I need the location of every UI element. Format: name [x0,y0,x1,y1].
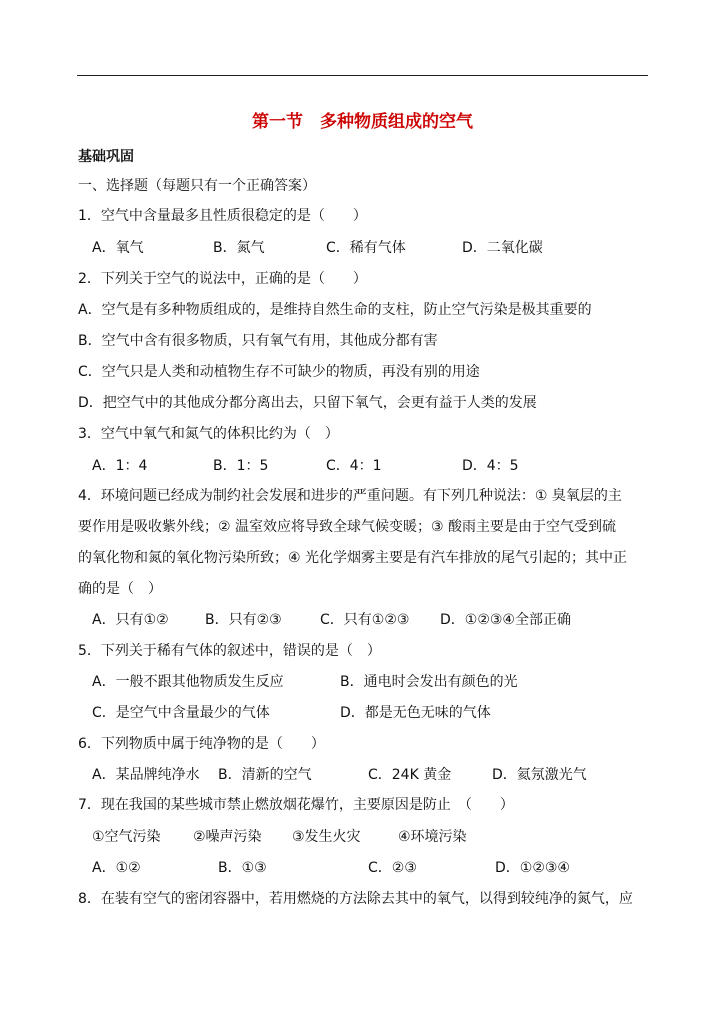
q5-option-a: A．一般不跟其他物质发生反应 [92,674,284,690]
q1-option-a: A．氧气 [92,240,144,256]
q3-option-c: C．4：1 [326,458,382,474]
q1-option-b: B．氮气 [213,240,265,256]
header-rule [77,75,648,76]
q3-option-a: A．1：4 [92,458,148,474]
q6-option-b: B．清新的空气 [218,767,312,783]
question-4-line-3: 的氧化物和氮的氧化物污染所致；④ 光化学烟雾主要是有汽车排放的尾气引起的；其中正 [78,550,627,566]
q3-option-d: D．4：5 [462,458,519,474]
question-3-stem: 3．空气中氧气和氮气的体积比约为（ ） [78,426,339,442]
q7-item-1: ①空气污染 [92,829,161,845]
q4-option-c: C．只有①②③ [320,612,410,628]
q2-option-b: B．空气中含有很多物质，只有氧气有用，其他成分都有害 [78,333,438,349]
question-5-stem: 5．下列关于稀有气体的叙述中，错误的是（ ） [78,643,381,659]
q4-option-b: B．只有②③ [205,612,282,628]
question-1-stem: 1．空气中含量最多且性质很稳定的是（ ） [78,208,367,224]
q3-option-b: B．1：5 [213,458,269,474]
q7-option-d: D．①②③④ [495,860,570,876]
question-4-line-4: 确的是（ ） [78,581,162,597]
q5-option-d: D．都是无色无味的气体 [340,705,491,721]
q6-option-d: D．氦氖激光气 [492,767,587,783]
q7-option-b: B．①③ [218,860,267,876]
question-6-stem: 6．下列物质中属于纯净物的是（ ） [78,736,325,752]
q1-option-c: C．稀有气体 [326,240,406,256]
question-4-line-1: 4．环境问题已经成为制约社会发展和进步的严重问题。有下列几种说法：① 臭氧层的主 [78,488,622,504]
q2-option-d: D．把空气中的其他成分都分离出去，只留下氧气，会更有益于人类的发展 [78,395,537,411]
page-title: 第一节 多种物质组成的空气 [252,112,473,132]
q7-item-4: ④环境污染 [398,829,467,845]
section-heading: 基础巩固 [78,149,134,165]
q6-option-c: C．24K 黄金 [368,767,452,783]
question-8-stem: 8．在装有空气的密闭容器中，若用燃烧的方法除去其中的氧气，以得到较纯净的氮气，应 [78,891,633,907]
q7-item-3: ③发生火灾 [292,829,361,845]
q7-option-a: A．①② [92,860,141,876]
part-heading: 一、选择题（每题只有一个正确答案） [78,178,316,194]
q7-item-2: ②噪声污染 [193,829,262,845]
q2-option-a: A．空气是有多种物质组成的，是维持自然生命的支柱，防止空气污染是极其重要的 [78,302,592,318]
question-4-line-2: 要作用是吸收紫外线；② 温室效应将导致全球气候变暖；③ 酸雨主要是由于空气受到硫 [78,519,616,535]
question-7-stem: 7．现在我国的某些城市禁止燃放烟花爆竹，主要原因是防止 （ ） [78,797,514,813]
q5-option-c: C．是空气中含量最少的气体 [92,705,270,721]
q7-option-c: C．②③ [368,860,417,876]
q1-option-d: D．二氧化碳 [462,240,543,256]
q2-option-c: C．空气只是人类和动植物生存不可缺少的物质，再没有别的用途 [78,364,480,380]
q6-option-a: A．某品牌纯净水 [92,767,200,783]
q5-option-b: B．通电时会发出有颜色的光 [340,674,518,690]
question-2-stem: 2．下列关于空气的说法中，正确的是（ ） [78,271,367,287]
q4-option-a: A．只有①② [92,612,169,628]
q4-option-d: D．①②③④全部正确 [440,612,571,628]
